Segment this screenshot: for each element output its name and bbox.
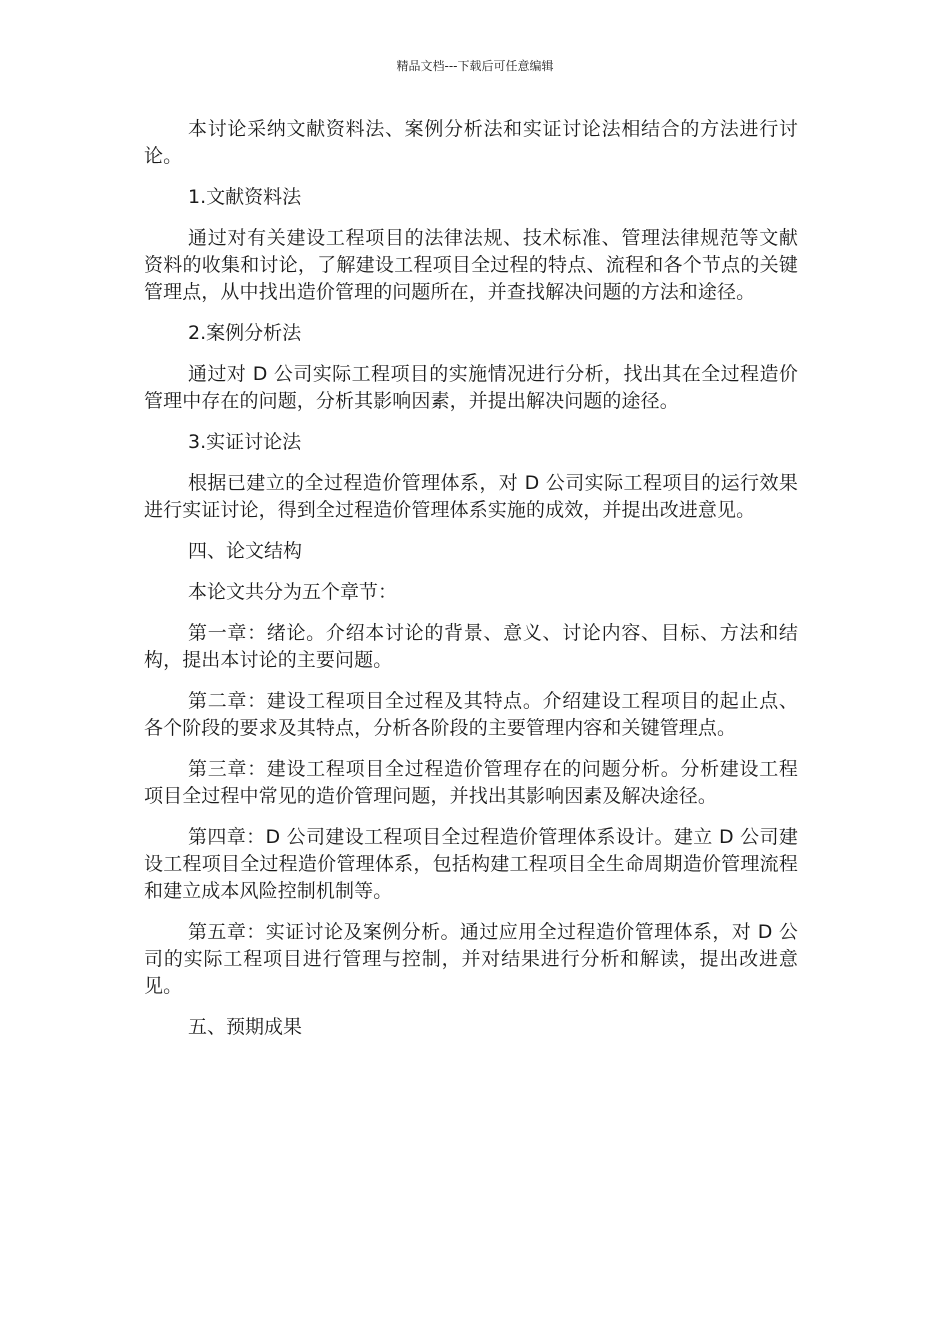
paragraph-chapters-intro: 本论文共分为五个章节： [188,581,398,603]
heading-case-method: 2.案例分析法 [188,322,302,344]
paragraph-chapter-1: 第一章：绪论。介绍本讨论的背景、意义、讨论内容、目标、方法和结构，提出本讨论的主要问题。 [144,622,798,671]
page-header: 精品文档---下载后可任意编辑 [396,59,554,73]
paragraph-chapter-3: 第三章：建设工程项目全过程造价管理存在的问题分析。分析建设工程项目全过程中常见的造价管理问题，并找出其影响因素及解决途径。 [144,758,798,807]
paragraph-method-intro: 本讨论采纳文献资料法、案例分析法和实证讨论法相结合的方法进行讨论。 [144,118,798,167]
document-body [144,116,798,1055]
paragraph-case-method: 通过对 D 公司实际工程项目的实施情况进行分析，找出其在全过程造价管理中存在的问题，分析其影响因素，并提出解决问题的途径。 [144,363,798,412]
paragraph-chapter-2: 第二章：建设工程项目全过程及其特点。介绍建设工程项目的起止点、各个阶段的要求及其特点，分析各阶段的主要管理内容和关键管理点。 [144,690,798,739]
heading-expected-results: 五、预期成果 [188,1016,303,1038]
heading-thesis-structure: 四、论文结构 [188,540,303,562]
heading-literature-method: 1.文献资料法 [188,186,302,208]
paragraph-chapter-4: 第四章：D 公司建设工程项目全过程造价管理体系设计。建立 D 公司建设工程项目全过程造价管理体系，包括构建工程项目全生命周期造价管理流程和建立成本风险控制机制等。 [144,826,798,902]
heading-empirical-method: 3.实证讨论法 [188,431,302,453]
paragraph-chapter-5: 第五章：实证讨论及案例分析。通过应用全过程造价管理体系，对 D 公司的实际工程项目进行管理与控制，并对结果进行分析和解读，提出改进意见。 [144,921,798,997]
paragraph-empirical-method: 根据已建立的全过程造价管理体系，对 D 公司实际工程项目的运行效果进行实证讨论，得到全过程造价管理体系实施的成效，并提出改进意见。 [144,472,798,521]
paragraph-literature-method: 通过对有关建设工程项目的法律法规、技术标准、管理法律规范等文献资料的收集和讨论，了解建设工程项目全过程的特点、流程和各个节点的关键管理点，从中找出造价管理的问题所在，并查找解决问题的方法和途径。 [144,227,798,303]
